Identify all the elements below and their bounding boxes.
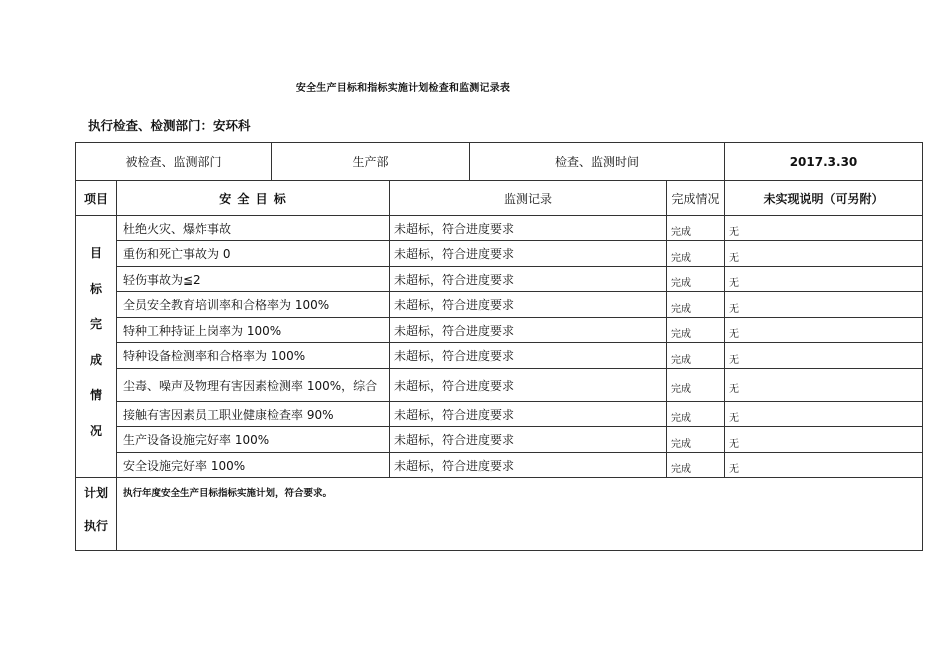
plan-label: 计划 执行 bbox=[76, 478, 117, 551]
record-cell: 未超标，符合进度要求 bbox=[390, 292, 667, 318]
table-row bbox=[76, 343, 923, 369]
goal-cell: 生产设备设施完好率 100% bbox=[117, 427, 390, 453]
col-completion: 完成情况 bbox=[667, 181, 725, 216]
table-row bbox=[76, 453, 923, 478]
status-cell: 完成 bbox=[667, 292, 725, 318]
plan-row bbox=[76, 478, 923, 551]
plan-text: 执行年度安全生产目标指标实施计划，符合要求。 bbox=[117, 478, 923, 551]
goal-cell: 全员安全教育培训率和合格率为 100% bbox=[117, 292, 390, 318]
table-row bbox=[76, 267, 923, 292]
inspected-dept-value: 生产部 bbox=[272, 143, 470, 181]
column-header-row bbox=[76, 181, 923, 216]
goal-cell: 重伤和死亡事故为 0 bbox=[117, 241, 390, 267]
note-cell: 无 bbox=[725, 241, 923, 267]
status-cell: 完成 bbox=[667, 402, 725, 427]
status-cell: 完成 bbox=[667, 216, 725, 241]
record-cell: 未超标，符合进度要求 bbox=[390, 267, 667, 292]
note-cell: 无 bbox=[725, 343, 923, 369]
table-row bbox=[76, 427, 923, 453]
goal-cell: 杜绝火灾、爆炸事故 bbox=[117, 216, 390, 241]
status-cell: 完成 bbox=[667, 453, 725, 478]
goal-cell: 轻伤事故为≦2 bbox=[117, 267, 390, 292]
inspection-time-value: 2017.3.30 bbox=[725, 143, 923, 181]
col-target: 安 全 目 标 bbox=[117, 181, 390, 216]
record-cell: 未超标，符合进度要求 bbox=[390, 453, 667, 478]
goal-cell: 尘毒、噪声及物理有害因素检测率 100%，综合 bbox=[117, 369, 390, 402]
table-row bbox=[76, 241, 923, 267]
inspection-time-label: 检查、监测时间 bbox=[470, 143, 725, 181]
status-cell: 完成 bbox=[667, 241, 725, 267]
record-cell: 未超标，符合进度要求 bbox=[390, 369, 667, 402]
goal-cell: 特种工种持证上岗率为 100% bbox=[117, 318, 390, 343]
inspection-table bbox=[75, 142, 923, 551]
record-cell: 未超标，符合进度要求 bbox=[390, 241, 667, 267]
department-line: 执行检查、检测部门：安环科 bbox=[88, 118, 251, 133]
note-cell: 无 bbox=[725, 453, 923, 478]
goal-cell: 特种设备检测率和合格率为 100% bbox=[117, 343, 390, 369]
status-cell: 完成 bbox=[667, 427, 725, 453]
record-cell: 未超标，符合进度要求 bbox=[390, 427, 667, 453]
status-cell: 完成 bbox=[667, 267, 725, 292]
note-cell: 无 bbox=[725, 318, 923, 343]
record-cell: 未超标，符合进度要求 bbox=[390, 318, 667, 343]
record-cell: 未超标，符合进度要求 bbox=[390, 216, 667, 241]
record-cell: 未超标，符合进度要求 bbox=[390, 402, 667, 427]
header-row bbox=[76, 143, 923, 181]
note-cell: 无 bbox=[725, 267, 923, 292]
table-row bbox=[76, 216, 923, 241]
inspected-dept-label: 被检查、监测部门 bbox=[76, 143, 272, 181]
col-explanation: 未实现说明（可另附） bbox=[725, 181, 923, 216]
status-cell: 完成 bbox=[667, 343, 725, 369]
note-cell: 无 bbox=[725, 369, 923, 402]
note-cell: 无 bbox=[725, 292, 923, 318]
goal-cell: 安全设施完好率 100% bbox=[117, 453, 390, 478]
status-cell: 完成 bbox=[667, 318, 725, 343]
note-cell: 无 bbox=[725, 216, 923, 241]
table-row bbox=[76, 369, 923, 402]
note-cell: 无 bbox=[725, 427, 923, 453]
table-row bbox=[76, 402, 923, 427]
record-cell: 未超标，符合进度要求 bbox=[390, 343, 667, 369]
document-title: 安全生产目标和指标实施计划检查和监测记录表 bbox=[295, 83, 511, 94]
note-cell: 无 bbox=[725, 402, 923, 427]
table-row bbox=[76, 292, 923, 318]
col-monitoring: 监测记录 bbox=[390, 181, 667, 216]
status-cell: 完成 bbox=[667, 369, 725, 402]
col-item: 项目 bbox=[76, 181, 117, 216]
section-label: 目 标 完 成 情 况 bbox=[76, 216, 117, 478]
goal-cell: 接触有害因素员工职业健康检查率 90% bbox=[117, 402, 390, 427]
table-row bbox=[76, 318, 923, 343]
